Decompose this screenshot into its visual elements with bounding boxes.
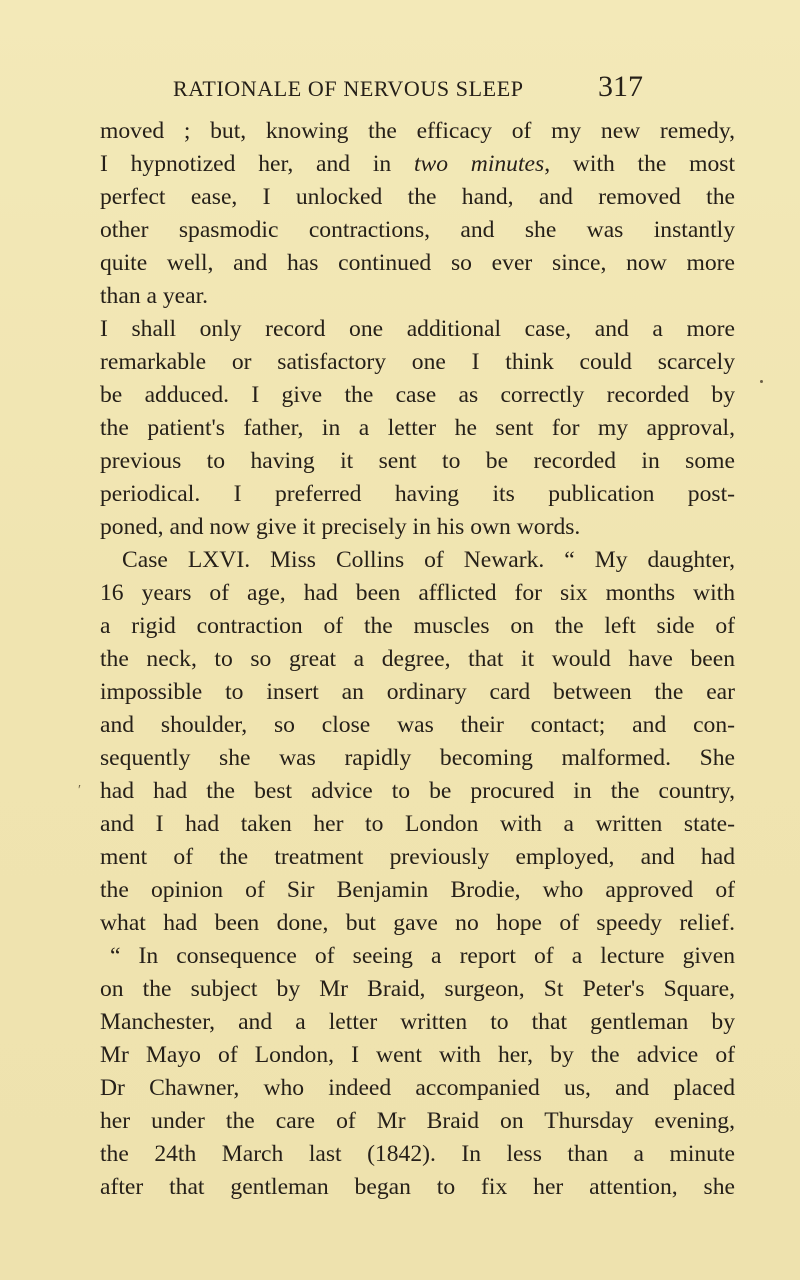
running-title: RATIONALE OF NERVOUS SLEEP	[173, 76, 524, 101]
text-line: Manchester, and a letter written to that gentleman by	[100, 1009, 735, 1035]
text-line: the opinion of Sir Benjamin Brodie, who approved of	[100, 877, 735, 903]
text-line: 16 years of age, had been afflicted for six months with	[100, 580, 735, 606]
text-line: impossible to insert an ordinary card between the ear	[100, 679, 735, 705]
text-line: on the subject by Mr Braid, surgeon, St Peter's Square,	[100, 976, 735, 1002]
text-line: Case LXVI. Miss Collins of Newark. “ My daughter,	[122, 547, 735, 573]
text-segment: I hypnotized her, and in	[100, 151, 414, 177]
text-line: the patient's father, in a letter he sent for my approval,	[100, 415, 735, 441]
text-line: had had the best advice to be procured in the country,	[100, 778, 735, 804]
text-line: ment of the treatment previously employed, and had	[100, 844, 735, 870]
text-line: after that gentleman began to fix her attention, she	[100, 1174, 735, 1200]
text-line: Mr Mayo of London, I went with her, by the advice of	[100, 1042, 735, 1068]
text-line: what had been done, but gave no hope of speedy relief.	[100, 910, 735, 936]
text-line: the neck, to so great a degree, that it would have been	[100, 646, 735, 672]
running-head	[173, 70, 733, 110]
text-line: a rigid contraction of the muscles on the left side of	[100, 613, 735, 639]
text-line: than a year.	[100, 283, 209, 309]
text-line: other spasmodic contractions, and she was instantly	[100, 217, 735, 243]
text-line: “ In consequence of seeing a report of a lecture given	[110, 943, 735, 969]
body-text	[100, 115, 735, 1204]
text-line: I shall only record one additional case, and a more	[100, 316, 735, 342]
text-line: perfect ease, I unlocked the hand, and removed the	[100, 184, 735, 210]
text-line: be adduced. I give the case as correctly recorded by	[100, 382, 735, 408]
text-line: remarkable or satisfactory one I think could scarcely	[100, 349, 735, 375]
text-segment: , with the most	[544, 151, 736, 177]
text-line: and I had taken her to London with a written state-	[100, 811, 735, 837]
text-line: sequently she was rapidly becoming malformed. She	[100, 745, 735, 771]
text-line-with-italic	[100, 148, 735, 181]
text-line: poned, and now give it precisely in his own words.	[100, 514, 581, 540]
text-line: Dr Chawner, who indeed accompanied us, and placed	[100, 1075, 735, 1101]
text-line: previous to having it sent to be recorded in some	[100, 448, 735, 474]
paper-speck	[760, 380, 763, 383]
text-line: moved ; but, knowing the efficacy of my new remedy,	[100, 118, 735, 144]
page-number: 317	[598, 70, 643, 103]
text-line: periodical. I preferred having its publication post-	[100, 481, 735, 507]
text-line: quite well, and has continued so ever since, now more	[100, 250, 735, 276]
text-line: and shoulder, so close was their contact; and con-	[100, 712, 735, 738]
text-line: the 24th March last (1842). In less than a minute	[100, 1141, 735, 1167]
italic-phrase: two minutes	[413, 151, 545, 177]
margin-mark: ′	[78, 783, 82, 798]
text-line: her under the care of Mr Braid on Thursday evening,	[100, 1108, 735, 1134]
